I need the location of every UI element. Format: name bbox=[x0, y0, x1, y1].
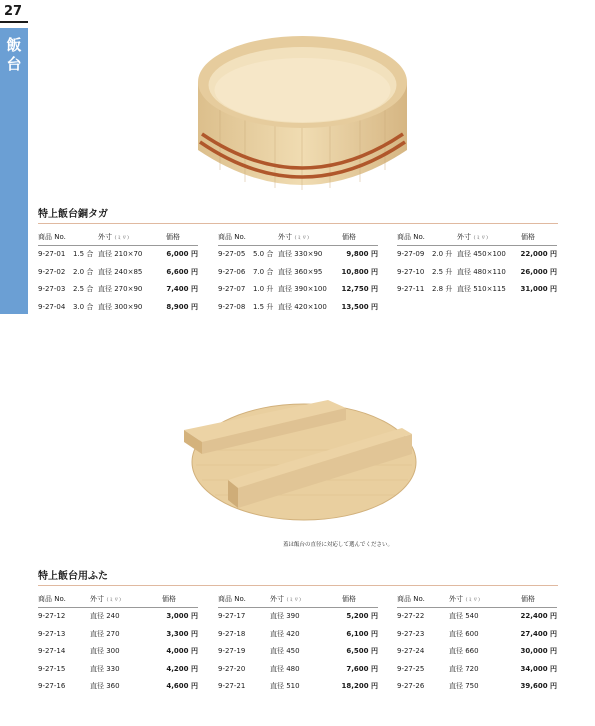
price-column-1 bbox=[38, 592, 198, 696]
header-size: 外寸（ミリ） bbox=[278, 233, 312, 241]
category-tab bbox=[0, 28, 28, 314]
header-size: 外寸（ミリ） bbox=[270, 595, 304, 603]
lid-image bbox=[180, 390, 420, 525]
section-rule bbox=[38, 585, 558, 586]
table-row: 9-27-07 1.0 升 直径 390×100 12,750 円 bbox=[218, 285, 378, 293]
table-row: 9-27-13 直径 270 3,300 円 bbox=[38, 629, 198, 638]
section-tub-lid bbox=[38, 570, 558, 690]
table-row: 9-27-02 2.0 合 直径 240×85 6,600 円 bbox=[38, 267, 198, 276]
table-row: 9-27-03 2.5 合 直径 270×90 7,400 円 bbox=[38, 285, 198, 293]
table-row: 9-27-10 2.5 升 直径 480×110 26,000 円 bbox=[397, 267, 557, 276]
section-rule bbox=[38, 223, 558, 224]
header-price: 価格 bbox=[162, 595, 176, 603]
page-number: 27 bbox=[4, 4, 23, 19]
table-row: 9-27-14 直径 300 4,000 円 bbox=[38, 647, 198, 655]
table-header bbox=[218, 592, 378, 607]
price-column-3 bbox=[397, 592, 557, 696]
category-label: 飯 台 bbox=[6, 36, 22, 73]
section-copper-hoop-tub bbox=[38, 208, 558, 311]
header-code: 商品 No. bbox=[397, 595, 425, 603]
table-header bbox=[38, 592, 198, 607]
table-row: 9-27-21 直径 510 18,200 円 bbox=[218, 682, 378, 690]
sushi-tub-image bbox=[190, 30, 415, 195]
section-title: 特上飯台用ふた bbox=[38, 571, 108, 582]
table-row: 9-27-06 7.0 合 直径 360×95 10,800 円 bbox=[218, 267, 378, 276]
table-row: 9-27-08 1.5 升 直径 420×100 13,500 円 bbox=[218, 302, 378, 311]
price-column-3 bbox=[397, 230, 557, 299]
header-code: 商品 No. bbox=[38, 595, 66, 603]
table-row: 9-27-23 直径 600 27,400 円 bbox=[397, 629, 557, 638]
price-column-2 bbox=[218, 230, 378, 316]
table-row: 9-27-04 3.0 合 直径 300×90 8,900 円 bbox=[38, 302, 198, 311]
header-code: 商品 No. bbox=[218, 595, 246, 603]
header-price: 価格 bbox=[521, 233, 535, 241]
header-size: 外寸（ミリ） bbox=[457, 233, 491, 241]
header-size: 外寸（ミリ） bbox=[90, 595, 124, 603]
section-title: 特上飯台銅タガ bbox=[38, 209, 108, 220]
table-row: 9-27-11 2.8 升 直径 510×115 31,000 円 bbox=[397, 285, 557, 293]
table-header bbox=[218, 230, 378, 245]
table-row: 9-27-20 直径 480 7,600 円 bbox=[218, 664, 378, 673]
table-row: 9-27-12 直径 240 3,000 円 bbox=[38, 612, 198, 620]
price-column-1 bbox=[38, 230, 198, 316]
header-code: 商品 No. bbox=[397, 233, 425, 241]
table-row: 9-27-18 直径 420 6,100 円 bbox=[218, 629, 378, 638]
table-row: 9-27-15 直径 330 4,200 円 bbox=[38, 664, 198, 673]
table-row: 9-27-19 直径 450 6,500 円 bbox=[218, 647, 378, 655]
header-code: 商品 No. bbox=[38, 233, 66, 241]
table-row: 9-27-17 直径 390 5,200 円 bbox=[218, 612, 378, 620]
page-number-rule bbox=[0, 21, 28, 23]
header-size: 外寸（ミリ） bbox=[449, 595, 483, 603]
lid-note: 蓋は飯台の直径に対応して選んでください。 bbox=[283, 542, 394, 548]
table-row: 9-27-24 直径 660 30,000 円 bbox=[397, 647, 557, 655]
header-price: 価格 bbox=[342, 233, 356, 241]
table-row: 9-27-25 直径 720 34,000 円 bbox=[397, 664, 557, 673]
table-header bbox=[397, 230, 557, 245]
table-row: 9-27-01 1.5 合 直径 210×70 6,000 円 bbox=[38, 250, 198, 258]
table-header bbox=[38, 230, 198, 245]
table-row: 9-27-22 直径 540 22,400 円 bbox=[397, 612, 557, 620]
header-price: 価格 bbox=[342, 595, 356, 603]
price-column-2 bbox=[218, 592, 378, 696]
header-size: 外寸（ミリ） bbox=[98, 233, 132, 241]
table-header bbox=[397, 592, 557, 607]
table-row: 9-27-09 2.0 升 直径 450×100 22,000 円 bbox=[397, 250, 557, 258]
header-code: 商品 No. bbox=[218, 233, 246, 241]
table-row: 9-27-26 直径 750 39,600 円 bbox=[397, 682, 557, 690]
table-row: 9-27-05 5.0 合 直径 330×90 9,800 円 bbox=[218, 250, 378, 258]
table-row: 9-27-16 直径 360 4,600 円 bbox=[38, 682, 198, 690]
header-price: 価格 bbox=[521, 595, 535, 603]
header-price: 価格 bbox=[166, 233, 180, 241]
